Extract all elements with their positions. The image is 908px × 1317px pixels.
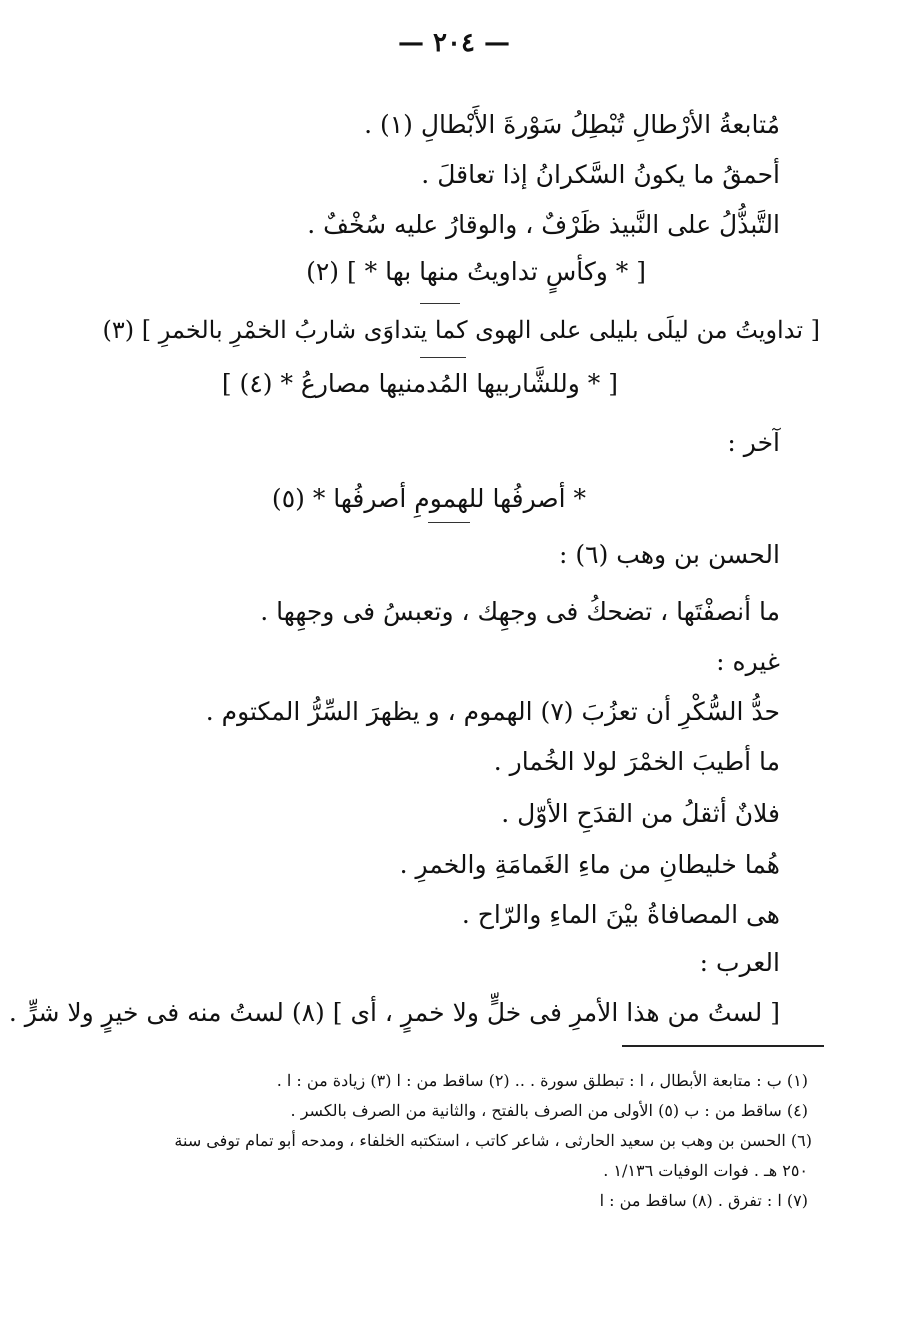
text-line-10: [ لستُ من هذا الأمرِ فى خلٍّ ولا خمرٍ ، أى ] (٨) لستُ منه فى خيرٍ ولا شرٍّ . — [8, 998, 780, 1027]
footnote-line-5: (٧) ا : تفرق . (٨) ساقط من : ا — [599, 1191, 808, 1210]
section-heading-hasan: الحسن بن وهب (٦) : — [559, 540, 780, 569]
text-line-6: ما أطيبَ الخمْرَ لولا الخُمار . — [493, 747, 780, 776]
verse-line-3: [ * وللشَّاربيها المُدمنيها مصارعُ * (٤) ] — [221, 369, 618, 398]
section-heading-ghayruh: غيره : — [716, 647, 780, 676]
text-line-7: فلانٌ أثقلُ من القدَحِ الأوّل . — [501, 799, 780, 828]
underline-mark — [428, 522, 470, 523]
text-line-4: ما أنصفْتَها ، تضحكُ فى وجهِك ، وتعبسُ فى وجهِها . — [260, 597, 780, 626]
section-heading-arab: العرب : — [699, 948, 780, 977]
text-line-8: هُما خليطانِ من ماءِ الغَمامَةِ والخمرِ . — [399, 850, 780, 879]
verse-line-2: [ تداويتُ من ليلَى بليلى على الهوى كما يتداوَى شاربُ الخمْرِ بالخمرِ ] (٣) — [102, 316, 820, 344]
text-line-1: مُتابعةُ الأرْطالِ تُبْطِلُ سَوْرةَ الأَبْطالِ (١) . — [364, 110, 780, 139]
footnote-separator — [622, 1045, 824, 1047]
overline-mark — [420, 357, 466, 358]
footnote-line-2: (٤) ساقط من : ب (٥) الأولى من الصرف بالفتح ، والثانية من الصرف بالكسر . — [290, 1101, 808, 1120]
section-heading-akhar: آخر : — [727, 428, 780, 457]
verse-line-1: [ * وكأسٍ تداويتُ منها بها * ] (٢) — [306, 257, 646, 286]
text-line-2: أحمقُ ما يكونُ السَّكرانُ إذا تعاقلَ . — [421, 160, 780, 189]
text-line-5: حدُّ السُّكْرِ أن تعزُبَ (٧) الهموم ، و يظهرَ السِّرُّ المكتوم . — [205, 697, 780, 726]
footnote-line-1: (١) ب : متابعة الأبطال ، ا : تبطلق سورة . .. (٢) ساقط من : ا (٣) زيادة من : ا . — [276, 1071, 808, 1090]
page-number: — ٢٠٤ — — [397, 28, 511, 58]
overline-mark — [420, 303, 460, 304]
verse-line-4: * أصرفُها للهمومِ أصرفُها * (٥) — [271, 484, 586, 513]
footnote-line-3: (٦) الحسن بن وهب بن سعيد الحارثى ، شاعر كاتب ، استكتبه الخلفاء ، ومدحه أبو تمام توفى سنة — [174, 1131, 812, 1150]
text-line-9: هى المصافاةُ بيْنَ الماءِ والرّاح . — [461, 900, 780, 929]
text-line-3: التَّبذُّلُ على النَّبيذ ظَرْفٌ ، والوقارُ عليه سُخْفٌ . — [307, 210, 780, 239]
footnote-line-4: ٢٥٠ هـ . فوات الوفيات ١/١٣٦ . — [603, 1161, 808, 1180]
